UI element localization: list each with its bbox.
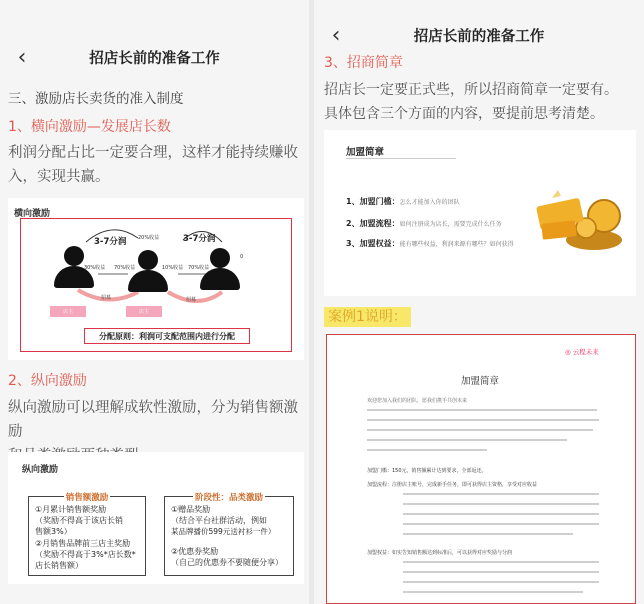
doc-line bbox=[367, 419, 599, 421]
shop-owner-box-middle: 店主 bbox=[126, 306, 162, 317]
category-incentive-line-5: ②优惠券奖励 bbox=[171, 547, 219, 556]
franchise-item-process: 2、加盟流程：如何注册成为店长，需要完成什么任务 bbox=[346, 219, 502, 228]
doc-line bbox=[403, 523, 599, 525]
document-title: 加盟简章 bbox=[461, 376, 500, 387]
distribution-principle-box: 分配原则：利润可支配范围内进行分配 bbox=[84, 328, 250, 344]
vertical-paragraph-line-1: 纵向激励可以理解成软性激励，分为销售额激励 bbox=[8, 400, 298, 440]
vertical-incentive-card bbox=[8, 452, 304, 584]
section-title: 三、激励店长卖货的准入制度 bbox=[8, 91, 184, 107]
left-screenshot-panel bbox=[0, 0, 309, 604]
document-process: 加盟流程：注册店主账号，完成新手任务，即可获得店主资格，享受对应收益 bbox=[367, 482, 538, 488]
recruit-label-right: 招募 bbox=[186, 297, 197, 303]
left-page-title: 招店长前的准备工作 bbox=[89, 50, 220, 67]
horizontal-incentive-title: 1、横向激励—发展店长数 bbox=[8, 119, 171, 135]
horizontal-incentive-card-title: 横向激励 bbox=[14, 209, 51, 219]
title-divider bbox=[346, 158, 456, 159]
horizontal-incentive-card bbox=[8, 198, 304, 360]
label-70-percent-a: 70%收益 bbox=[114, 265, 136, 271]
brochure-document-preview bbox=[326, 334, 636, 604]
recruit-label-left: 招募 bbox=[101, 295, 112, 301]
right-screenshot-panel bbox=[314, 0, 644, 604]
document-intro: 欢迎您加入我们的团队，愿我们携手共创未来 bbox=[367, 398, 468, 404]
person-icon-middle bbox=[128, 250, 168, 298]
franchise-paragraph-line-1: 招店长一定要正式些，所以招商简章一定要有。 bbox=[324, 82, 618, 98]
category-incentive-line-1: ①赠品奖励 bbox=[171, 505, 211, 514]
document-requirement: 加盟门槛：150元，销售额累计达到要求，全部返还。 bbox=[367, 468, 487, 474]
category-incentive-heading: 阶段性：品类激励 bbox=[194, 493, 263, 503]
sales-incentive-line-5: （奖励不得高于3%*店长数* bbox=[35, 550, 136, 559]
shop-owner-box-left: 店主 bbox=[50, 306, 86, 317]
profit-paragraph-line-2: 入，实现共赢。 bbox=[8, 169, 110, 185]
doc-line bbox=[403, 513, 599, 515]
person-icon-right bbox=[200, 248, 240, 296]
franchise-card-title: 加盟简章 bbox=[346, 147, 385, 158]
split-label-right: 3-7分润 bbox=[183, 234, 216, 244]
label-zero: 0 bbox=[240, 254, 244, 260]
doc-line bbox=[367, 409, 597, 411]
doc-line bbox=[367, 429, 593, 431]
doc-line bbox=[403, 581, 599, 583]
doc-line bbox=[403, 533, 573, 535]
document-rights: 加盟权益：如实告知销售额达到标准后，可以获得对应奖励与分润 bbox=[367, 550, 513, 556]
sales-incentive-box bbox=[28, 493, 146, 576]
franchise-brochure-card bbox=[324, 130, 636, 296]
sales-incentive-line-4: ②月销售品牌前三店主奖励 bbox=[35, 539, 131, 548]
franchise-item-threshold: 1、加盟门槛：怎么才能加入你的团队 bbox=[346, 197, 460, 206]
back-arrow-icon[interactable]: ‹ bbox=[331, 22, 341, 48]
gold-coins-illustration bbox=[534, 182, 626, 256]
category-incentive-line-3: 某品牌播价599元送衬衫一件） bbox=[171, 527, 276, 536]
back-arrow-icon[interactable]: ‹ bbox=[17, 44, 27, 70]
doc-line bbox=[367, 439, 567, 441]
label-10-percent: 10%收益 bbox=[162, 265, 184, 271]
doc-line bbox=[403, 503, 599, 505]
label-20-percent: 20%收益 bbox=[138, 235, 160, 241]
case-1-label: 案例1说明： bbox=[324, 307, 411, 327]
left-nav-bar bbox=[0, 40, 309, 74]
profit-paragraph bbox=[8, 141, 306, 189]
right-nav-bar bbox=[314, 18, 644, 52]
doc-line bbox=[403, 493, 599, 495]
vertical-incentive-card-title: 纵向激励 bbox=[22, 465, 59, 475]
franchise-item-rights: 3、加盟权益：能有哪些权益，利润来源有哪些？如何获得 bbox=[346, 239, 514, 248]
vertical-incentive-title: 2、纵向激励 bbox=[8, 373, 87, 389]
split-label-left: 3-7分润 bbox=[94, 237, 127, 247]
franchise-brochure-title: 3、招商简章 bbox=[324, 55, 403, 71]
sales-incentive-line-1: ①月累计销售额奖励 bbox=[35, 505, 107, 514]
label-70-percent-b: 70%收益 bbox=[188, 265, 210, 271]
franchise-paragraph bbox=[324, 78, 642, 126]
doc-line bbox=[403, 561, 599, 563]
label-30-percent: 30%收益 bbox=[84, 265, 106, 271]
doc-line bbox=[367, 449, 487, 451]
right-page-title: 招店长前的准备工作 bbox=[413, 28, 545, 45]
profit-paragraph-line-1: 利润分配占比一定要合理，这样才能持续赚收 bbox=[8, 145, 298, 161]
category-incentive-box bbox=[164, 493, 294, 576]
sales-incentive-line-6: 店长销售额） bbox=[35, 561, 83, 570]
category-incentive-line-6: （自己的优惠券不要随便分享） bbox=[171, 558, 283, 567]
franchise-paragraph-line-2: 具体包含三个方面的内容，要提前思考清楚。 bbox=[324, 106, 604, 122]
doc-line bbox=[403, 571, 599, 573]
sales-incentive-heading: 销售额激励 bbox=[65, 493, 109, 503]
category-incentive-line-2: （结合平台社群活动，例如 bbox=[171, 516, 267, 525]
sales-incentive-line-3: 售额3%） bbox=[35, 527, 72, 536]
sales-incentive-line-2: （奖励不得高于该店长销 bbox=[35, 516, 123, 525]
doc-line bbox=[403, 591, 583, 593]
document-logo: ◎ 云程未来 bbox=[565, 348, 599, 356]
